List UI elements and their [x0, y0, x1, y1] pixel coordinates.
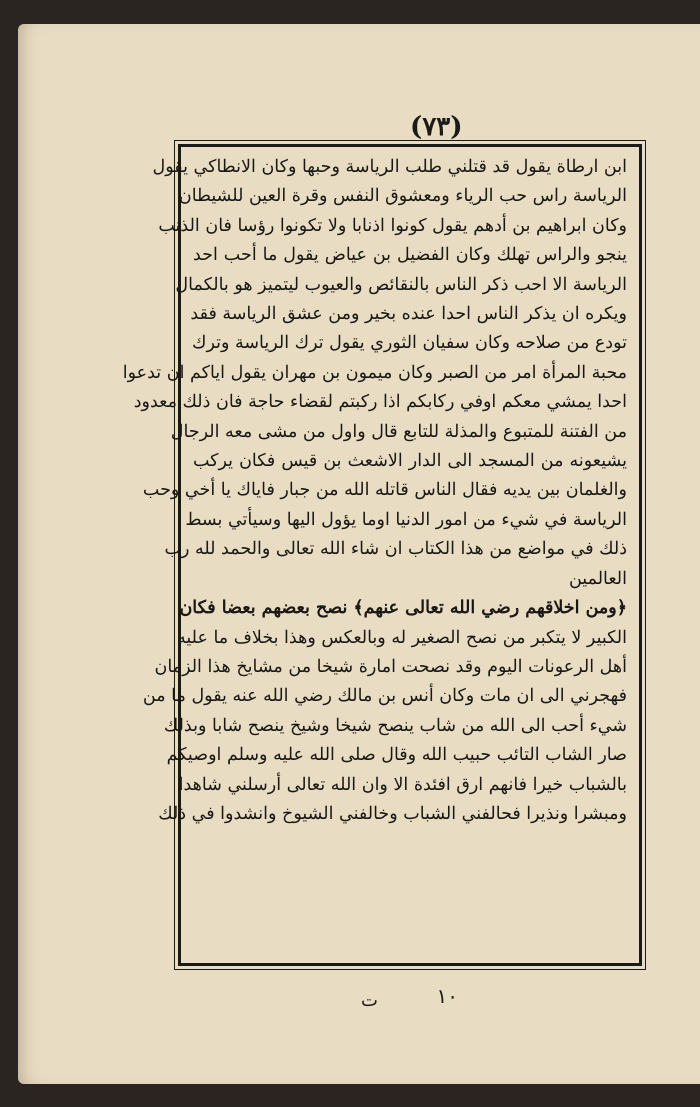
signature-letter: ت [361, 990, 378, 1011]
text-line: ابن ارطاة يقول قد قتلني طلب الرياسة وحبها وكان الانطاكي يقول [152, 157, 627, 177]
text-line: والغلمان بين يديه فقال الناس قاتله الله من جبار فاياك يا أخي وحب [142, 480, 627, 501]
text-line: ذلك في مواضع من هذا الكتاب ان شاء الله تعالى والحمد لله رب [164, 539, 627, 560]
text-line: احدا يمشي معكم اوفي ركابكم اذا ركبتم لقضاء حاجة فان ذلك معدود [133, 392, 627, 413]
text-line: الرياسة الا احب ذكر الناس بالنقائص والعيوب ليتميز هو بالكمال [175, 274, 627, 295]
text-frame [122, 144, 642, 966]
text-line: تودع من صلاحه وكان سفيان الثوري يقول ترك الرياسة وترك [192, 333, 627, 354]
text-line: شيء أحب الى الله من شاب ينصح شيخا وشيخ ينصح شابا وبذلك [163, 715, 627, 736]
signature-number: ١٠ [436, 984, 458, 1008]
text-line: فهجرني الى ان مات وكان أنس بن مالك رضي الله عنه يقول ما من [142, 686, 627, 707]
text-line: الرياسة راس حب الرياء ومعشوق النفس وقرة العين للشيطان [178, 186, 627, 207]
book-page [18, 24, 700, 1084]
text-line: الرياسة في شيء من امور الدنيا اوما يؤول اليها وسيأتي بسط [185, 509, 627, 530]
text-line: ومبشرا ونذيرا فحالفني الشباب وخالفني الشيوخ وانشدوا في ذلك [158, 803, 627, 824]
text-line: ينجو والراس تهلك وكان الفضيل بن عياض يقول ما أحب احد [193, 245, 627, 266]
text-line: ويكره ان يذكر الناس احدا عنده بخير ومن عشق الرياسة فقد [190, 304, 627, 325]
body-text [122, 153, 627, 957]
text-line: العالمين [568, 568, 627, 589]
text-line: وكان ابراهيم بن أدهم يقول كونوا اذنابا ولا تكونوا رؤسا فان الذنب [158, 215, 627, 236]
text-line: محبة المرأة امر من الصبر وكان ميمون بن مهران يقول اياكم ان تدعوا [122, 362, 627, 383]
text-line: من الفتنة للمتبوع والمذلة للتابع قال واول من مشى معه الرجال [170, 421, 627, 442]
text-line: يشيعونه من المسجد الى الدار الاشعث بن قيس فكان يركب [193, 451, 627, 472]
section-heading-line: ﴿ومن اخلاقهم رضي الله تعالى عنهم﴾ نصح بعضهم بعضا فكان [179, 598, 627, 619]
text-line: الكبير لا يتكبر من نصح الصغير له وبالعكس وهذا بخلاف ما عليه [177, 627, 627, 648]
text-line: أهل الرعونات اليوم وقد نصحت امارة شيخا من مشايخ هذا الزمان [154, 656, 627, 677]
text-line: صار الشاب التائب حبيب الله وقال صلى الله عليه وسلم اوصيكم [166, 745, 627, 766]
text-line: بالشباب خيرا فانهم ارق افئدة الا وان الله تعالى أرسلني شاهدا [178, 774, 627, 795]
page-number: (٧٣) [410, 112, 463, 142]
